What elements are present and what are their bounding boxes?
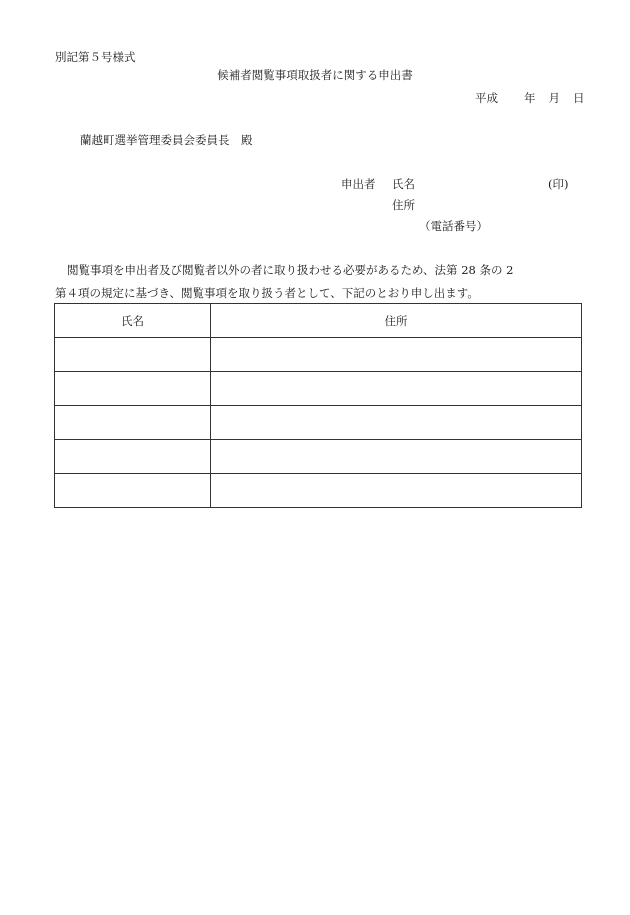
applicant-address-label: 住所: [392, 198, 415, 212]
applicant-phone-label: （電話番号）: [419, 219, 488, 233]
document-title: 候補者閲覧事項取扱者に関する申出書: [217, 68, 413, 82]
address-cell[interactable]: [211, 474, 582, 508]
date-line: [475, 93, 585, 105]
address-cell[interactable]: [211, 440, 582, 474]
form-number: 別記第５号様式: [55, 50, 136, 64]
address-cell[interactable]: [211, 372, 582, 406]
seal-label: (印): [548, 177, 569, 191]
column-header-address: 住所: [211, 304, 582, 338]
table-row: [55, 406, 582, 440]
address-cell[interactable]: [211, 406, 582, 440]
address-cell[interactable]: [211, 338, 582, 372]
body-text-line-2: 第４項の規定に基づき、閲覧事項を取り扱う者として、下記のとおり申し出ます。: [55, 286, 479, 300]
table-header-row: [55, 304, 582, 338]
date-era: 平成: [475, 91, 498, 105]
name-cell[interactable]: [55, 474, 211, 508]
column-header-name: 氏名: [55, 304, 211, 338]
name-cell[interactable]: [55, 406, 211, 440]
date-year: 年: [524, 91, 536, 105]
table-row: [55, 474, 582, 508]
date-month: 月: [548, 91, 560, 105]
applicant-label: 申出者: [341, 177, 376, 191]
table-row: [55, 338, 582, 372]
body-text-line-1: 閲覧事項を申出者及び閲覧者以外の者に取り扱わせる必要があるため、法第 28 条の 2: [67, 263, 514, 277]
name-cell[interactable]: [55, 440, 211, 474]
name-cell[interactable]: [55, 372, 211, 406]
handler-registry-table: [54, 303, 582, 508]
table-row: [55, 372, 582, 406]
table-row: [55, 440, 582, 474]
applicant-name-label: 氏名: [392, 177, 415, 191]
name-cell[interactable]: [55, 338, 211, 372]
addressee: 蘭越町選挙管理委員会委員長 殿: [80, 133, 253, 147]
date-day: 日: [573, 91, 585, 105]
